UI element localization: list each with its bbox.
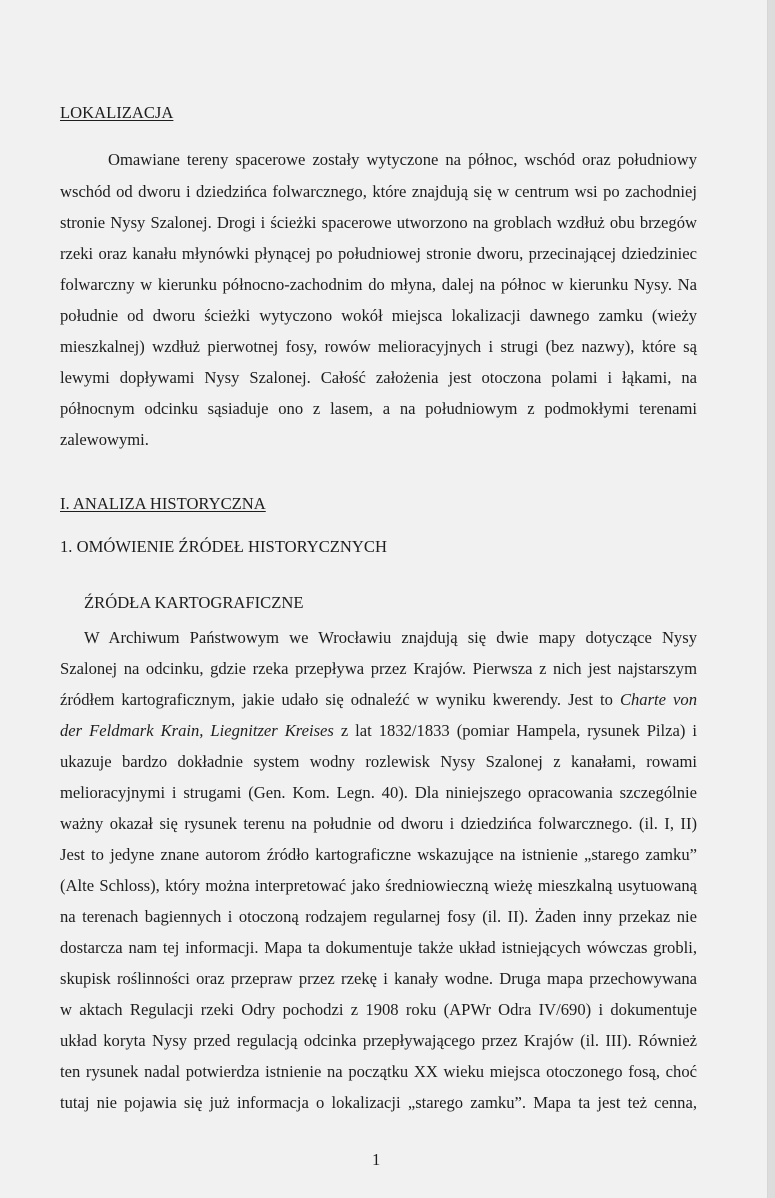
paragraph-line: (Alte Schloss), który można interpretować jako średniowieczną wieżę mieszkalną usytuowaną bbox=[60, 876, 697, 895]
paragraph-line: skupisk roślinności oraz przepraw przez rzekę i kanały wodne. Druga mapa przechowywana bbox=[60, 969, 697, 988]
page-number: 1 bbox=[372, 1150, 381, 1169]
paragraph-line: układ koryta Nysy przed regulacją odcinka przepływającego przez Krajów (il. III). Również bbox=[60, 1031, 697, 1050]
italic-title: Charte von bbox=[619, 690, 698, 709]
paragraph-line: dostarcza nam tej informacji. Mapa ta dokumentuje także układ istniejących wówczas grobli, bbox=[60, 938, 697, 957]
paragraph-line: tutaj nie pojawia się już informacja o lokalizacji „starego zamku”. Mapa ta jest też cenna, bbox=[60, 1093, 697, 1112]
paragraph-line: ważny okazał się rysunek terenu na południe od dworu i dziedzińca folwarcznego. (il. I, II) bbox=[60, 814, 697, 833]
heading-lokalizacja: LOKALIZACJA bbox=[60, 103, 174, 122]
paragraph-line: W Archiwum Państwowym we Wrocławiu znajdują się dwie mapy dotyczące Nysy bbox=[84, 628, 697, 647]
paragraph-line: ten rysunek nadal potwierdza istnienie na początku XX wieku miejsca otoczonego fosą, choć bbox=[60, 1062, 697, 1081]
heading-omowienie-zrodel: 1. OMÓWIENIE ŹRÓDEŁ HISTORYCZNYCH bbox=[60, 537, 387, 556]
paragraph-line: wschód od dworu i dziedzińca folwarcznego, które znajdują się w centrum wsi po zachodniej bbox=[60, 182, 697, 201]
paragraph-line: Omawiane tereny spacerowe zostały wytyczone na północ, wschód oraz południowy bbox=[108, 150, 697, 169]
italic-title: der Feldmark Krain, Liegnitzer Kreises bbox=[60, 721, 334, 740]
paragraph-line: zalewowymi. bbox=[60, 430, 149, 449]
paragraph-line: mieszkalnej) wzdłuż pierwotnej fosy, rowów melioracyjnych i strugi (bez nazwy), które są bbox=[60, 337, 697, 356]
scan-edge bbox=[768, 0, 775, 1198]
paragraph-line: lewymi dopływami Nysy Szalonej. Całość założenia jest otoczona polami i łąkami, na bbox=[60, 368, 697, 387]
paragraph-line: folwarczny w kierunku północno-zachodnim do młyna, dalej na północ w kierunku Nysy. Na bbox=[60, 275, 697, 294]
paragraph-line: Szalonej na odcinku, gdzie rzeka przepływa przez Krajów. Pierwsza z nich jest najstarszym bbox=[60, 659, 697, 678]
paragraph-line: ukazuje bardzo dokładnie system wodny rozlewisk Nysy Szalonej z kanałami, rowami bbox=[60, 752, 697, 771]
heading-analiza-historyczna: I. ANALIZA HISTORYCZNA bbox=[60, 494, 266, 513]
paragraph-line: Jest to jedyne znane autorom źródło kartograficzne wskazujące na istnienie „starego zamku” bbox=[60, 845, 697, 864]
paragraph-line: źródłem kartograficznym, jakie udało się odnaleźć w wyniku kwerendy. Jest to Charte von bbox=[60, 690, 698, 709]
heading-zrodla-kartograficzne: ŹRÓDŁA KARTOGRAFICZNE bbox=[84, 593, 304, 612]
paragraph-line: rzeki oraz kanału młynówki płynącej po południowej stronie dworu, przecinającej dziedziniec bbox=[60, 244, 697, 263]
paragraph-line: południe od dworu ścieżki wytyczono wokół miejsca lokalizacji dawnego zamku (wieży bbox=[60, 306, 697, 325]
paragraph-line: melioracyjnymi i strugami (Gen. Kom. Legn. 40). Dla niniejszego opracowania szczególnie bbox=[60, 783, 697, 802]
paragraph-line: w aktach Regulacji rzeki Odry pochodzi z 1908 roku (APWr Odra IV/690) i dokumentuje bbox=[60, 1000, 697, 1019]
paragraph-line: stronie Nysy Szalonej. Drogi i ścieżki spacerowe utworzono na groblach wzdłuż obu brzegów bbox=[60, 213, 697, 232]
paragraph-line: der Feldmark Krain, Liegnitzer Kreises z lat 1832/1833 (pomiar Hampela, rysunek Pilza) i bbox=[60, 721, 697, 740]
paragraph-line: północnym odcinku sąsiaduje ono z lasem, a na południowym z podmokłymi terenami bbox=[60, 399, 697, 418]
paragraph-line: na terenach bagiennych i otoczoną rodzajem regularnej fosy (il. II). Żaden inny przekaz nie bbox=[60, 907, 697, 926]
